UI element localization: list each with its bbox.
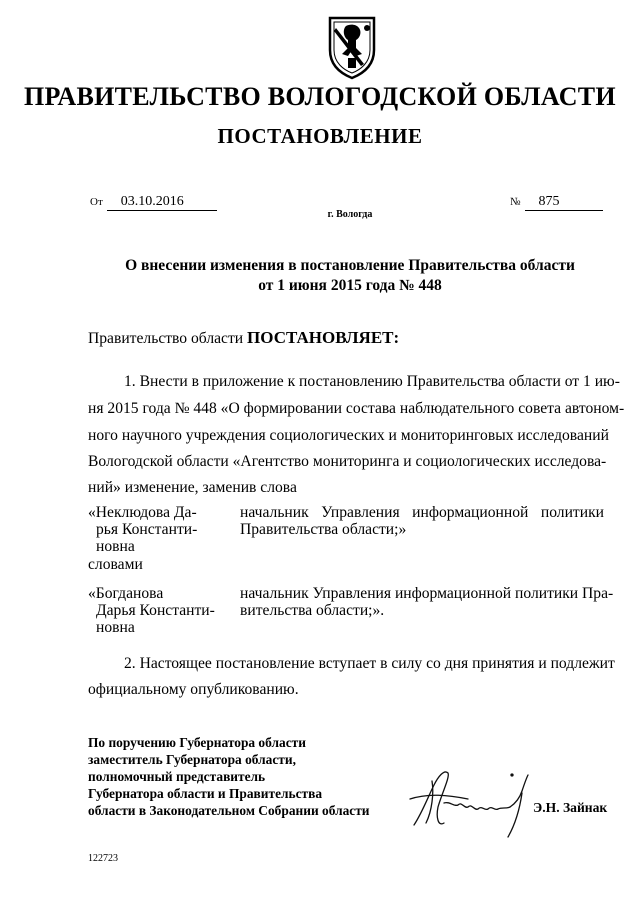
resolves-prefix: Правительство области (88, 330, 244, 347)
old-person-name (88, 504, 197, 555)
new-position-line: вительства области;». (240, 602, 385, 619)
paragraph-1-line-1: 1. Внести в приложение к постановлению Правительства области от 1 ию- (124, 373, 620, 390)
old-name-line: новна (96, 538, 135, 555)
paragraph-2-line-1: 2. Настоящее постановление вступает в силу со дня принятия и подлежит (124, 655, 615, 672)
paragraph-1-line-3: ного научного учреждения социологических и мониторинговых исследований (88, 427, 609, 444)
city-label: г. Вологда (327, 209, 373, 220)
subject-line-2: от 1 июня 2015 года № 448 (258, 277, 442, 294)
old-position (240, 504, 604, 538)
old-position-line: начальник Управления информационной политики (240, 504, 604, 521)
government-title: ПРАВИТЕЛЬСТВО ВОЛОГОДСКОЙ ОБЛАСТИ (24, 82, 616, 111)
new-name-line: Дарья Константи- (96, 602, 215, 619)
document-type-title: ПОСТАНОВЛЕНИЕ (217, 124, 423, 148)
signatory-line: Губернатора области и Правительства (88, 786, 323, 801)
subject-line-1: О внесении изменения в постановление Правительства области (125, 257, 575, 274)
resolves-line (88, 328, 399, 348)
signatory-line: области в Законодательном Собрании области (88, 803, 370, 818)
signatory-name: Э.Н. Зайнак (533, 800, 608, 815)
old-name-line: рья Константи- (96, 521, 198, 538)
number-label: № (510, 196, 521, 208)
new-name-line: «Богданова (88, 585, 164, 602)
paragraph-1-line-5: ний» изменение, заменив слова (88, 479, 297, 496)
signatory-line: заместитель Губернатора области, (88, 752, 296, 767)
date-value: 03.10.2016 (107, 194, 217, 211)
old-name-line: «Неклюдова Да- (88, 504, 197, 521)
vologda-coat-of-arms-icon (326, 14, 378, 80)
document-code: 122723 (88, 853, 118, 864)
resolves-keyword: ПОСТАНОВЛЯЕТ: (247, 328, 400, 347)
paragraph-2-line-2: официальному опубликованию. (88, 681, 299, 698)
words-label: словами (88, 556, 143, 573)
signatory-line: полномочный представитель (88, 769, 266, 784)
signatory-block (88, 734, 370, 819)
new-person-name (88, 585, 215, 636)
date-label: От (90, 196, 103, 208)
old-position-line: Правительства области;» (240, 521, 407, 538)
new-position (240, 585, 614, 619)
handwritten-signature-icon (408, 763, 533, 843)
new-name-line: новна (96, 619, 135, 636)
number-value: 875 (525, 194, 603, 211)
new-position-line: начальник Управления информационной политики Пра- (240, 585, 614, 602)
signatory-line: По поручению Губернатора области (88, 735, 306, 750)
paragraph-1-line-4: Вологодской области «Агентство мониторинга и социологических исследова- (88, 453, 607, 470)
paragraph-1-line-2: ня 2015 года № 448 «О формировании состава наблюдательного совета автоном- (88, 400, 625, 417)
